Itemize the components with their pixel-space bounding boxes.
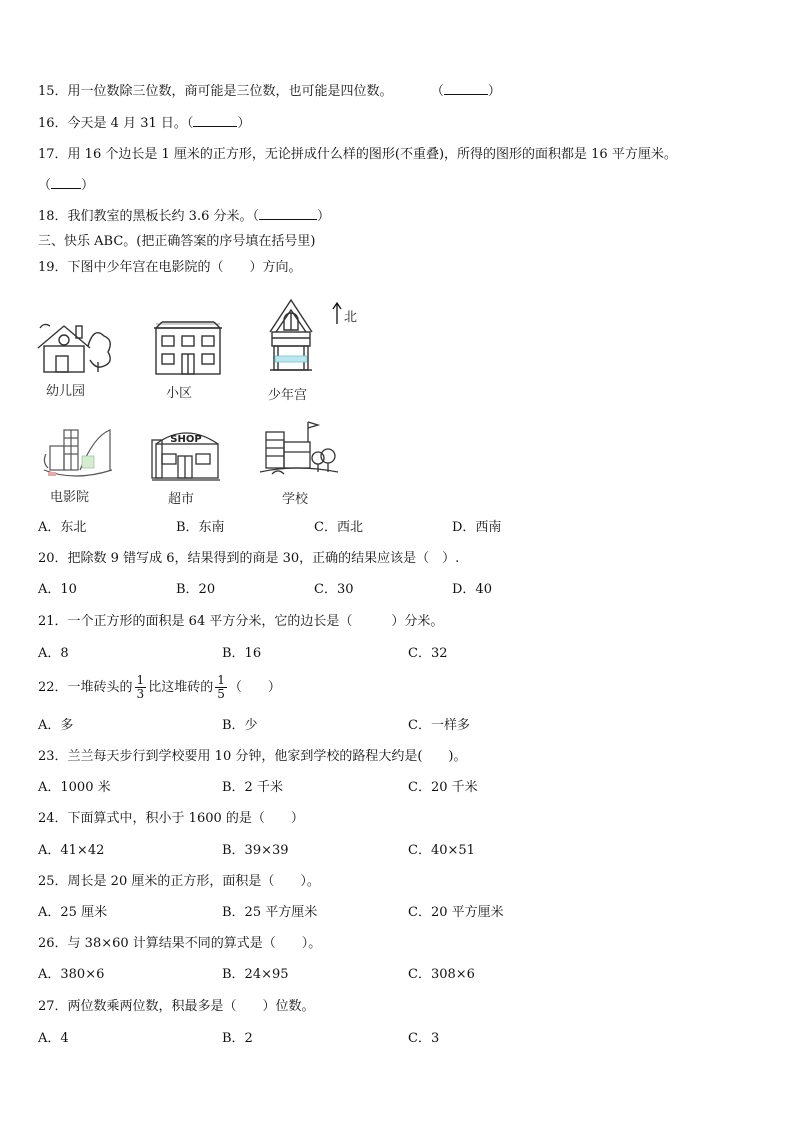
fraction-one-fifth: $\frac{1}{5}$ (217, 673, 225, 701)
section-heading: 三、快乐 ABC。(把正确答案的序号填在括号里) (38, 234, 316, 249)
north-label: 北 (344, 310, 358, 325)
q25-option-b[interactable]: B．25 平方厘米 (222, 905, 318, 920)
q21-option-c[interactable]: C．32 (408, 646, 448, 661)
q22-option-a[interactable]: A．多 (38, 718, 74, 733)
question-25: 25．周长是 20 厘米的正方形，面积是（ ）。 (38, 874, 320, 889)
q27-option-a[interactable]: A．4 (38, 1031, 69, 1046)
q26-option-a[interactable]: A．380×6 (38, 967, 105, 982)
q21-option-a[interactable]: A．8 (38, 646, 69, 661)
place-kindergarten: 幼儿园 (46, 384, 86, 399)
q26-option-b[interactable]: B．24×95 (222, 967, 289, 982)
q24-option-a[interactable]: A．41×42 (38, 843, 105, 858)
question-22: 22．一堆砖头的 $\frac{1}{3}$ 比这堆砖的 $\frac{1}{5}$ （ ） (38, 673, 281, 701)
shop-sign: SHOP (170, 434, 202, 445)
kindergarten-icon (36, 316, 116, 376)
residential-building-icon (152, 318, 224, 376)
answer-blank[interactable] (51, 176, 81, 189)
direction-map (30, 296, 370, 510)
question-21: 21．一个正方形的面积是 64 平方分米，它的边长是（ ）分米。 (38, 614, 444, 629)
question-24: 24．下面算式中，积小于 1600 的是（ ） (38, 811, 304, 826)
question-15-text: 15．用一位数除三位数，商可能是三位数，也可能是四位数。 (38, 84, 393, 99)
q20-option-a[interactable]: A．10 (38, 582, 77, 597)
question-17-text: 17．用 16 个边长是 1 厘米的正方形，无论拼成什么样的图形(不重叠)，所得的图形的面积都是 16 平方厘米。 (38, 147, 677, 162)
q20-option-d[interactable]: D．40 (452, 582, 492, 597)
cinema-icon (42, 426, 114, 482)
question-17 (38, 146, 677, 164)
question-20: 20．把除数 9 错写成 6，结果得到的商是 30，正确的结果应该是（ ）. (38, 551, 460, 566)
question-19: 19．下图中少年宫在电影院的（ ）方向。 (38, 260, 302, 275)
q26-option-c[interactable]: C．308×6 (408, 967, 475, 982)
question-16: 16．今天是 4 月 31 日。（ ） (38, 116, 251, 131)
q20-option-b[interactable]: B．20 (176, 582, 216, 597)
question-23: 23．兰兰每天步行到学校要用 10 分钟，他家到学校的路程大约是( )。 (38, 749, 467, 764)
question-27: 27．两位数乘两位数，积最多是（ ）位数。 (38, 999, 315, 1014)
q20-option-c[interactable]: C．30 (314, 582, 354, 597)
q23-option-c[interactable]: C．20 千米 (408, 780, 478, 795)
supermarket-icon (150, 424, 222, 484)
school-icon (258, 420, 340, 484)
q24-option-b[interactable]: B．39×39 (222, 843, 289, 858)
question-26: 26．与 38×60 计算结果不同的算式是（ ）。 (38, 936, 322, 951)
place-residential: 小区 (166, 386, 193, 401)
q25-option-c[interactable]: C．20 平方厘米 (408, 905, 504, 920)
place-youth-palace: 少年宫 (268, 388, 308, 403)
question-18-text: 18．我们教室的黑板长约 3.6 分米。（ (38, 209, 259, 224)
q22-option-b[interactable]: B．少 (222, 718, 258, 733)
q19-option-c[interactable]: C．西北 (314, 520, 363, 535)
answer-blank[interactable] (193, 114, 237, 127)
q19-option-d[interactable]: D．西南 (452, 520, 502, 535)
fraction-one-third: $\frac{1}{3}$ (136, 673, 145, 701)
place-cinema: 电影院 (50, 490, 90, 505)
q22-option-c[interactable]: C．一样多 (408, 718, 470, 733)
question-18: 18．我们教室的黑板长约 3.6 分米。（ ） (38, 209, 330, 224)
q21-option-b[interactable]: B．16 (222, 646, 262, 661)
question-15: 15．用一位数除三位数，商可能是三位数，也可能是四位数。 （ ） (38, 84, 501, 99)
place-school: 学校 (282, 492, 309, 507)
answer-blank[interactable] (259, 207, 317, 220)
place-supermarket: 超市 (168, 492, 195, 507)
north-arrow-icon (332, 302, 342, 324)
q23-option-b[interactable]: B．2 千米 (222, 780, 283, 795)
q25-option-a[interactable]: A．25 厘米 (38, 905, 108, 920)
youth-palace-icon (266, 298, 316, 380)
answer-blank[interactable] (444, 82, 488, 95)
q27-option-b[interactable]: B．2 (222, 1031, 253, 1046)
question-17-answer: （ ） (38, 178, 95, 193)
q27-option-c[interactable]: C．3 (408, 1031, 440, 1046)
q24-option-c[interactable]: C．40×51 (408, 843, 475, 858)
question-16-text: 16．今天是 4 月 31 日。（ (38, 116, 194, 131)
q23-option-a[interactable]: A．1000 米 (38, 780, 111, 795)
q19-option-b[interactable]: B．东南 (176, 520, 225, 535)
q19-option-a[interactable]: A．东北 (38, 520, 87, 535)
